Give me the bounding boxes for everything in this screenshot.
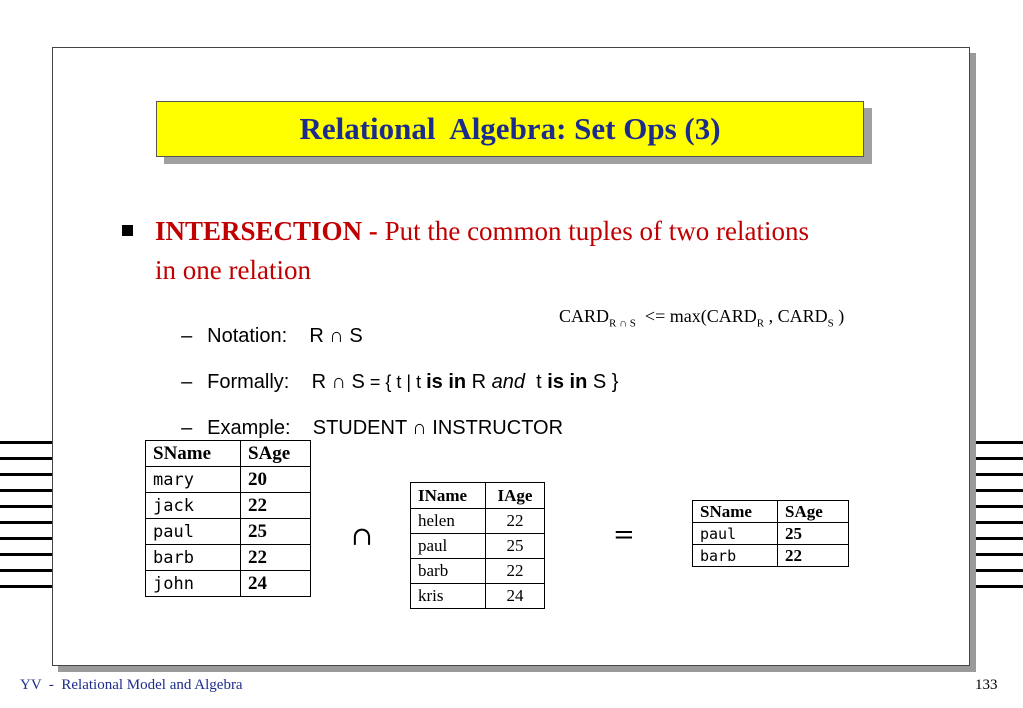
cell-age: 22 xyxy=(241,493,311,519)
cell-age: 22 xyxy=(778,545,849,567)
right-decorative-lines xyxy=(972,441,1023,601)
table-header-row xyxy=(693,501,849,523)
cell-age: 25 xyxy=(778,523,849,545)
formally-line xyxy=(170,348,618,394)
cell-name: barb xyxy=(693,545,778,567)
cell-age: 24 xyxy=(486,584,545,609)
cell-name: paul xyxy=(693,523,778,545)
cell-name: helen xyxy=(411,509,486,534)
cell-name: barb xyxy=(411,559,486,584)
cell-age: 24 xyxy=(241,571,311,597)
table-row xyxy=(146,493,311,519)
notation-expr: R ∩ S xyxy=(309,325,363,347)
left-decorative-lines xyxy=(0,441,52,601)
notation-line xyxy=(170,302,363,348)
cell-name: john xyxy=(146,571,241,597)
cell-name: kris xyxy=(411,584,486,609)
table-row xyxy=(411,534,545,559)
cell-name: paul xyxy=(146,519,241,545)
cell-age: 25 xyxy=(241,519,311,545)
formally-and: and xyxy=(491,371,526,393)
example-expr: STUDENT ∩ INSTRUCTOR xyxy=(312,417,564,439)
table-row xyxy=(693,545,849,567)
bullet-text xyxy=(155,212,835,290)
table-row xyxy=(146,545,311,571)
card-formula xyxy=(559,306,844,330)
intersect-symbol: ∩ xyxy=(351,522,373,552)
cell-age: 20 xyxy=(241,467,311,493)
instructor-table xyxy=(410,482,545,609)
formally-label: Formally: xyxy=(207,371,290,393)
equals-symbol: = xyxy=(613,520,635,550)
formally-s: S } xyxy=(587,371,619,393)
is-in-1: is in xyxy=(426,371,467,393)
card-mid: <= max(CARD xyxy=(635,306,757,326)
example-label: Example: xyxy=(207,417,291,439)
is-in-2: is in xyxy=(547,371,588,393)
card-sub-rs: R ∩ S xyxy=(609,317,636,330)
example-line xyxy=(170,394,563,440)
cell-name: jack xyxy=(146,493,241,519)
slide-title: Relational Algebra: Set Ops (3) xyxy=(299,111,721,146)
table-row xyxy=(146,571,311,597)
page-number: 133 xyxy=(975,677,998,693)
table-row xyxy=(411,509,545,534)
cell-name: paul xyxy=(411,534,486,559)
table-row xyxy=(693,523,849,545)
table-row xyxy=(146,519,311,545)
result-table xyxy=(692,500,849,567)
table-row xyxy=(146,467,311,493)
table-header-row xyxy=(146,441,311,467)
card-sep: , CARD xyxy=(764,306,828,326)
bullet-description: Put the common tuples of two relations in one relation xyxy=(155,216,810,285)
bullet-square-icon xyxy=(122,225,133,236)
bullet-term: INTERSECTION - xyxy=(155,216,385,246)
header-sage: SAge xyxy=(778,501,849,523)
cell-name: mary xyxy=(146,467,241,493)
table-row xyxy=(411,559,545,584)
title-box xyxy=(156,101,864,157)
formally-r: R xyxy=(466,371,492,393)
header-sname: SName xyxy=(146,441,241,467)
footer-course-title: YV - Relational Model and Algebra xyxy=(20,677,243,693)
cell-age: 22 xyxy=(486,509,545,534)
cell-age: 22 xyxy=(241,545,311,571)
table-header-row xyxy=(411,483,545,509)
formally-expr: R ∩ S xyxy=(311,371,365,393)
formally-t: t xyxy=(525,371,548,393)
cell-age: 22 xyxy=(486,559,545,584)
card-prefix: CARD xyxy=(559,306,610,326)
dash: – xyxy=(181,417,193,439)
table-row xyxy=(411,584,545,609)
dash: – xyxy=(181,325,193,347)
header-iname: IName xyxy=(411,483,486,509)
card-end: ) xyxy=(833,306,845,326)
cell-name: barb xyxy=(146,545,241,571)
dash: – xyxy=(181,371,193,393)
header-sname: SName xyxy=(693,501,778,523)
card-sub-r: R xyxy=(756,317,765,330)
notation-label: Notation: xyxy=(207,325,288,347)
header-sage: SAge xyxy=(241,441,311,467)
cell-age: 25 xyxy=(486,534,545,559)
student-table xyxy=(145,440,311,597)
card-sub-s: S xyxy=(827,317,834,330)
header-iage: IAge xyxy=(486,483,545,509)
formally-set-open: = { t | t xyxy=(364,372,427,392)
